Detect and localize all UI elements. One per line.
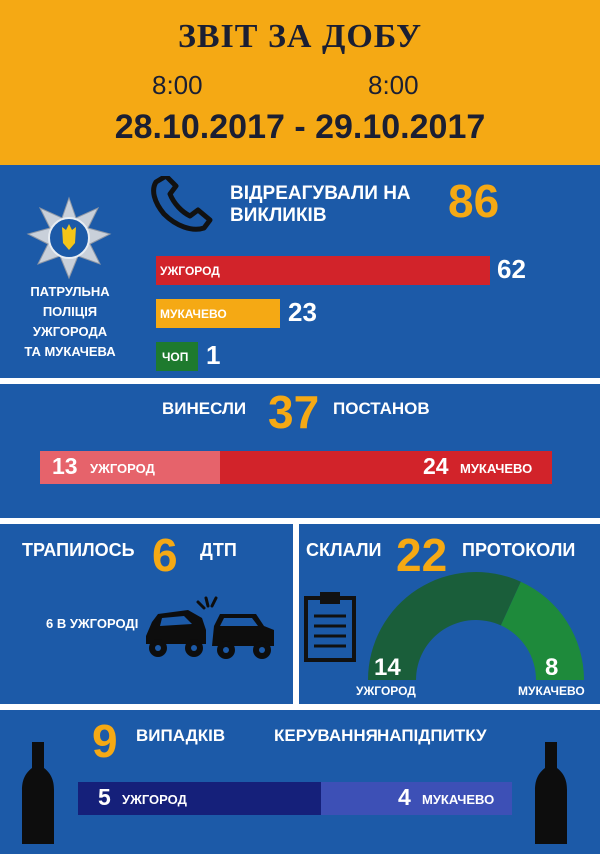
decisions-right-value: 24 — [423, 453, 449, 479]
decisions-left-city: УЖГОРОД — [90, 461, 155, 476]
decisions-left-value: 13 — [52, 453, 78, 479]
calls-bar-uzhhorod-value: 62 — [497, 254, 526, 284]
drunk-bar-uzhhorod — [78, 782, 321, 815]
page-title: ЗВІТ ЗА ДОБУ — [177, 18, 423, 55]
protocols-suffix: ПРОТОКОЛИ — [462, 540, 576, 560]
drunk-left-city: УЖГОРОД — [122, 792, 187, 807]
accidents-suffix: ДТП — [200, 540, 237, 560]
police-badge-icon — [24, 196, 114, 282]
calls-bar-mukachevo-city: МУКАЧЕВО — [160, 307, 227, 321]
police-label — [6, 282, 134, 362]
drunk-right-city: МУКАЧЕВО — [422, 792, 495, 807]
calls-bar-chop — [156, 342, 198, 371]
calls-bar-uzhhorod — [156, 256, 490, 285]
protocols-total: 22 — [396, 529, 448, 581]
time-start: 8:00 — [152, 70, 203, 100]
calls-bar-mukachevo-value: 23 — [288, 297, 317, 327]
calls-label-2: ВИКЛИКІВ — [230, 205, 327, 226]
date-range: 28.10.2017 - 29.10.2017 — [114, 108, 486, 146]
calls-bar-uzhhorod-city: УЖГОРОД — [160, 264, 220, 278]
drunk-left-value: 5 — [98, 784, 111, 810]
protocols-left-city: УЖГОРОД — [356, 684, 416, 698]
police-line-2: ПОЛІЦІЯ — [42, 304, 98, 319]
accidents-detail: 6 В УЖГОРОДІ — [46, 616, 139, 631]
car-crash-icon — [144, 596, 278, 662]
calls-total: 86 — [448, 175, 500, 227]
drunk-word-2: КЕРУВАННЯ — [274, 726, 378, 745]
drunk-word-1: ВИПАДКІВ — [136, 726, 226, 745]
drunk-right-value: 4 — [398, 784, 411, 810]
drunk-total: 9 — [92, 715, 118, 767]
calls-label-1: ВІДРЕАГУВАЛИ НА — [230, 183, 411, 204]
bottle-left-icon — [20, 742, 56, 846]
clipboard-icon — [302, 590, 358, 662]
police-line-4: ТА МУКАЧЕВА — [24, 344, 116, 359]
divider-vertical — [293, 518, 299, 704]
drunk-bar — [78, 782, 512, 815]
police-line-1: ПАТРУЛЬНА — [30, 284, 110, 299]
police-line-3: УЖГОРОДА — [32, 324, 108, 339]
calls-bar-chop-city: ЧОП — [162, 350, 189, 364]
calls-bar-chop-value: 1 — [206, 340, 221, 370]
decisions-right-city: МУКАЧЕВО — [460, 461, 533, 476]
divider-2 — [0, 518, 600, 524]
accidents-prefix: ТРАПИЛОСЬ — [22, 540, 135, 560]
decisions-bar — [40, 451, 552, 484]
header — [0, 0, 600, 165]
bottle-right-icon — [533, 742, 569, 846]
decisions-suffix: ПОСТАНОВ — [333, 399, 430, 418]
protocols-prefix: СКЛАЛИ — [306, 540, 382, 560]
protocols-right-city: МУКАЧЕВО — [518, 684, 585, 698]
time-end: 8:00 — [368, 70, 419, 100]
drunk-word-3: НАПІДПИТКУ — [377, 726, 487, 745]
divider-1 — [0, 378, 600, 384]
divider-3 — [0, 704, 600, 710]
accidents-total: 6 — [152, 529, 178, 581]
decisions-prefix: ВИНЕСЛИ — [162, 399, 247, 418]
phone-icon — [148, 176, 218, 234]
protocols-left-value: 14 — [374, 654, 401, 681]
protocols-right-value: 8 — [545, 654, 559, 681]
calls-bar-mukachevo — [156, 299, 280, 328]
decisions-total: 37 — [268, 386, 320, 438]
